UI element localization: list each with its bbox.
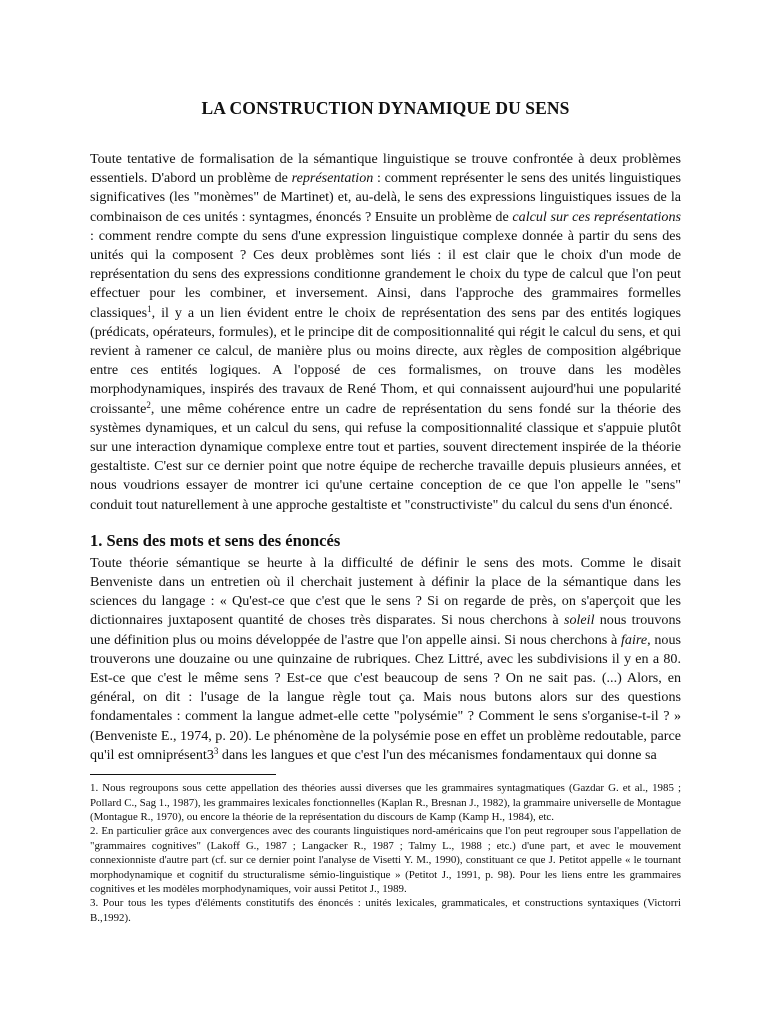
section-heading: 1. Sens des mots et sens des énoncés (90, 530, 341, 550)
footnote-separator (90, 774, 276, 775)
intro-paragraph (90, 150, 681, 515)
intro-text-4: , il y a un lien évident entre le choix de représentation des sens par des entités logiques (prédicats, opérateurs, formules), et le principe dit de compositionnalité qui régit le calcul du sens, et qui revient à ramener ce calcul, de manière plus ou moins directe, aux règles de composition algébrique entre ces entités logiques. A l'opposé de ces formalismes, on trouve dans les modèles morphodynamiques, inspirés des travaux de René Thom, et qui connaissent aujourd'hui une popularité croissante (90, 304, 681, 417)
document-page (90, 98, 681, 925)
footnote-ref-1[interactable]: 1 (147, 303, 152, 314)
section-text-1: Toute théorie sémantique se heurte à la difficulté de définir le sens des mots. Comme le disait Benveniste dans un entretien où il cherchait justement à définir la place de la sémantique dans les sciences du langage : « Qu'est-ce que c'est que le sens ? Si on regarde de près, on s'aperçoit que les dictionnaires juxtaposent quantité de choses très disparates. Si nous cherchons à (90, 554, 681, 629)
document-title: LA CONSTRUCTION DYNAMIQUE DU SENS (201, 98, 570, 118)
section-paragraph (90, 554, 681, 765)
intro-text-1: Toute tentative de formalisation de la sémantique linguistique se trouve confrontée à deux problèmes essentiels. D'abord un problème de (90, 151, 681, 187)
footnote-ref-2[interactable]: 2 (146, 399, 151, 410)
section-text-2: nous trouvons une définition plus ou moins développée de l'astre que l'on appelle ainsi. Si nous cherchons à (90, 612, 681, 648)
footnotes (90, 781, 681, 925)
footnote-2: 2. En particulier grâce aux convergences avec des courants linguistiques nord-américains que l'on peut regrouper sous l'appellation de "grammaires cognitives" (Lakoff G., 1987 ; Langacker R., 1987 ; Talmy L., 1988 ; etc.) d'une part, et avec le mouvement connexionniste d'autre part (cf. sur ce dernier point l'analyse de Visetti Y. M., 1990), constituant ce que J. Petitot appelle « le tournant morphodynamique et cognitif du structuralisme sémio-linguistique » (Petitot J., 1991, p. 98). Pour les liens entre les grammaires cognitives et les modèles morphodynamiques, voir aussi Petitot J., 1989. (90, 825, 681, 895)
section-emphasis-soleil: soleil (563, 612, 595, 629)
intro-text-5: , une même cohérence entre un cadre de représentation du sens fondé sur la théorie des systèmes dynamiques, et un calcul du sens, qui refuse la compositionnalité classique et s'appuie plutôt sur une interaction dynamique complexe entre tout et parties, souvent directement inspirée de la théorie gestaltiste. C'est sur ce dernier point que notre équipe de recherche travaille depuis plusieurs années, et nous voudrions essayer de montrer ici qu'une certaine conception de ce que l'on appelle le "sens" conduit tout naturellement à une approche gestaltiste et "constructiviste" du calcul du sens d'un énoncé. (90, 400, 681, 513)
intro-emphasis-calcul: calcul sur ces représentations (512, 208, 682, 225)
footnote-1: 1. Nous regroupons sous cette appellation des théories aussi diverses que les grammaires syntagmatiques (Gazdar G. et al., 1985 ; Pollard C., Sag 1., 1987), les grammaires lexicales fonctionnelles (Kaplan R., Bresnan J., 1982), la grammaire universelle de Montague (Montague R., 1970), ou encore la théorie de la représentation du discours de Kamp (Kamp H., 1984), etc. (90, 782, 681, 823)
footnote-ref-3[interactable]: 3 (213, 745, 219, 756)
intro-emphasis-representation: représentation (291, 170, 374, 187)
intro-text-2: : comment représenter le sens des unités linguistiques significatives (les "monèmes" de Martinet) et, au-delà, le sens des expressions linguistiques issues de la combinaison de ces unités : syntagmes, énoncés ? Ensuite un problème de (90, 170, 681, 225)
section-emphasis-faire: faire (620, 631, 648, 648)
section-text-3: , nous trouverons une douzaine ou une quinzaine de rubriques. Chez Littré, avec les subdivisions il y en a 80. Est-ce que c'est le même sens ? Est-ce que c'est beaucoup de sens ? On ne sait pas. (...) Alors, en général, on dit : l'usage de la langue règle tout ça. Mais nous butons alors sur des questions fondamentales : comment la langue admet-elle cette "polysémie" ? Comment le sens s'organise-t-il ? » (Benveniste E., 1974, p. 20). Le phénomène de la polysémie pose en effet un problème redoutable, parce qu'il est omniprésent3 (90, 631, 681, 763)
section-text-4: dans les langues et que c'est l'un des mécanismes fondamentaux qui donne sa (218, 746, 657, 763)
footnote-3: 3. Pour tous les types d'éléments constitutifs des énoncés : unités lexicales, grammaticales, et constructions syntaxiques (Victorri B.,1992). (90, 897, 681, 924)
intro-text-3: : comment rendre compte du sens d'une expression linguistique complexe donnée à partir du sens des unités qui la composent ? Ces deux problèmes sont liés : il est clair que le choix d'un mode de représentation du sens des expressions conditionne grandement le choix du type de calcul que l'on peut effectuer pour les combiner, et inversement. Ainsi, dans l'approche des grammaires formelles classiques (90, 227, 681, 321)
